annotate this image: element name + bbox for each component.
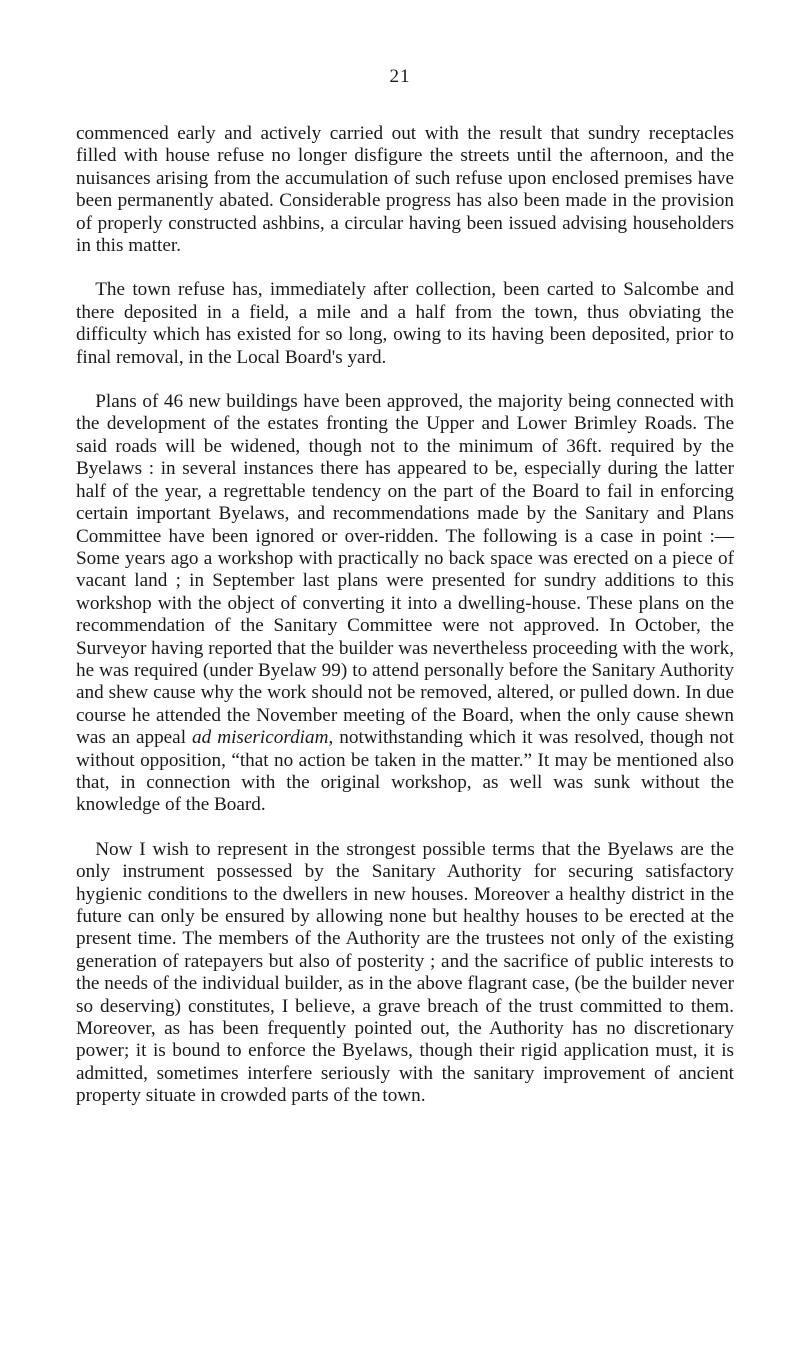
paragraph-byelaws: Now I wish to represent in the strongest possible terms that the Byelaws are the only instrument possessed by the Sanitary Authority for securing satisfactory hygienic conditions to the dwellers in new houses. Moreover a healthy district in the future can only be ensured by allowing none but healthy houses to be erected at the present time. The members of the Authority are the trustees not only of the existing generation of ratepayers but also of posterity ; and the sacrifice of public interests to the needs of the individual builder, as in the above flagrant case, (be the builder never so deserving) constitutes, I believe, a grave breach of the trust committed to them. Moreover, as has been frequently pointed out, the Authority has no discretionary power; it is bound to enforce the Byelaws, though their rigid application must, it is admitted, sometimes interfere seriously with the sanitary improvement of ancient property situate in crowded parts of the town. bbox=[76, 838, 734, 1107]
paragraph-town-refuse: The town refuse has, immediately after collection, been carted to Salcombe and there deposited in a field, a mile and a half from the town, thus obviating the difficulty which has existed for so long, owing to its having been deposited, prior to final removal, in the Local Board's yard. bbox=[76, 279, 734, 368]
page-number: 21 bbox=[389, 66, 411, 87]
body-text bbox=[76, 123, 734, 1108]
paragraph-building-plans-text-end: , notwithstanding which it was resolved, though not without opposition, “that no action be taken in the matter.” It may be mentioned also that, in connection with the original workshop, as well was sunk without the knowledge of the Board. bbox=[76, 727, 734, 816]
paragraph-building-plans bbox=[76, 391, 734, 817]
paragraph-building-plans-text: Plans of 46 new buildings have been approved, the majority being connected with the development of the estates fronting the Upper and Lower Brimley Roads. The said roads will be widened, though not to the minimum of 36ft. required by the Byelaws : in several instances there has appeared to be, especially during the latter half of the year, a regrettable tendency on the part of the Board to fail in enforcing certain important Byelaws, and recommendations made by the Sanitary and Plans Committee have been ignored or over-ridden. The following is a case in point :—Some years ago a workshop with practically no back space was erected on a piece of vacant land ; in September last plans were presented for sundry additions to this workshop with the object of converting it into a dwelling-house. These plans on the recommendation of the Sanitary Committee were not approved. In October, the Surveyor having reported that the builder was nevertheless proceeding with the work, he was required (under Byelaw 99) to attend personally before the Sanitary Authority and shew cause why the work should not be removed, altered, or pulled down. In due course he attended the November meeting of the Board, when the only cause shewn was an appeal bbox=[76, 391, 734, 749]
latin-phrase: ad misericordiam bbox=[192, 727, 329, 749]
paragraph-refuse-removal: commenced early and actively carried out with the result that sundry receptacles filled with house refuse no longer disfigure the streets until the afternoon, and the nuisances arising from the accumulation of such refuse upon enclosed premises have been permanently abated. Considerable progress has also been made in the provision of properly constructed ashbins, a circular having been issued advising householders in this matter. bbox=[76, 123, 734, 257]
